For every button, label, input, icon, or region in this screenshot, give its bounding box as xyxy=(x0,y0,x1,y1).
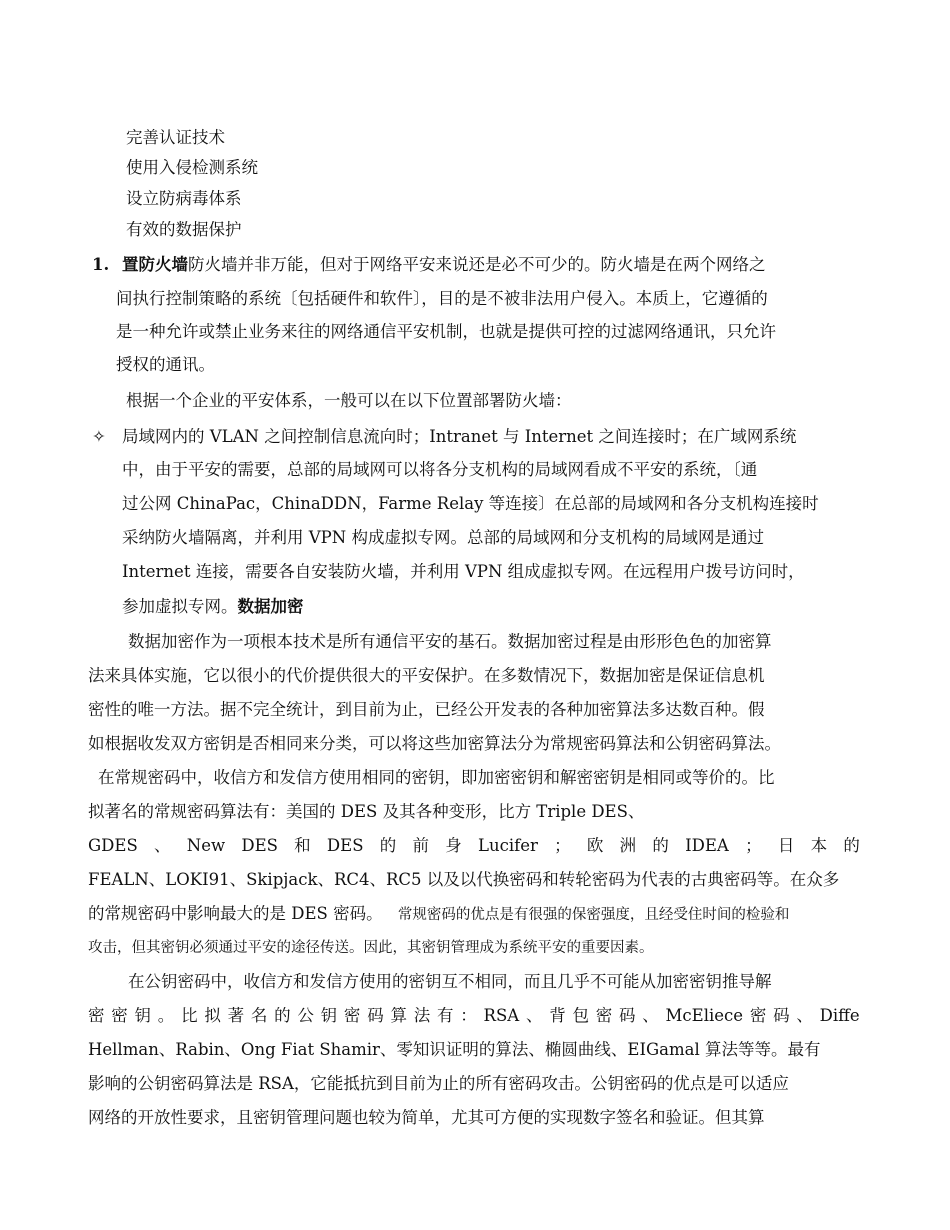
paragraph-text: 防火墙并非万能，但对于网络平安来说还是必不可少的。防火墙是在两个网络之 xyxy=(188,255,766,274)
word-token: DES xyxy=(241,836,278,855)
paragraph-line: 在常规密码中，收信方和发信方使用相同的密钥，即加密密钥和解密密钥是相同或等价的。比 xyxy=(98,768,775,787)
bullet-line: 中，由于平安的需要，总部的局域网可以将各分支机构的局域网看成不平安的系统，〔通 xyxy=(122,460,758,479)
word-token: 码 xyxy=(367,1006,384,1025)
word-token: 背 xyxy=(549,1006,566,1025)
section-heading: 置防火墙 xyxy=(122,255,188,274)
list-item: 完善认证技术 xyxy=(126,128,225,147)
paragraph-line: 根据一个企业的平安体系，一般可以在以下位置部署防火墙： xyxy=(126,391,572,410)
paragraph-line: 如根据收发双方密钥是否相同来分类，可以将这些加密算法分为常规密码算法和公钥密码算法。 xyxy=(88,734,781,753)
word-token: 有 xyxy=(436,1006,454,1025)
word-token: 密 xyxy=(343,1006,361,1025)
bullet-line: 局域网内的 VLAN 之间控制信息流向时；Intranet 与 Internet 之间连接时；在广域网系统 xyxy=(122,427,797,446)
section-number: 1. xyxy=(92,255,110,274)
word-token: 、 xyxy=(154,836,171,855)
word-token: GDES xyxy=(88,836,138,855)
word-token: RSA xyxy=(483,1006,520,1025)
word-token: Lucifer xyxy=(478,836,538,855)
paragraph-line: 拟著名的常规密码算法有：美国的 DES 及其各种变形，比方 Triple DES、 xyxy=(88,802,645,821)
paragraph-small-text: 常规密码的优点是有很强的保密强度，且经受住时间的检验和 xyxy=(397,907,790,923)
word-token: 的 xyxy=(274,1006,291,1025)
word-token: ； xyxy=(745,836,762,855)
justified-line xyxy=(88,836,860,856)
word-token: Diffe xyxy=(819,1006,860,1025)
list-item: 设立防病毒体系 xyxy=(126,189,242,208)
word-token: 欧 xyxy=(586,836,604,855)
bullet-last-line xyxy=(122,597,304,617)
paragraph-line: FEALN、LOKI91、Skipjack、RC4、RC5 以及以代换密码和转轮密码为代表的古典密码等。在众多 xyxy=(88,870,840,889)
paragraph-line xyxy=(88,904,789,925)
list-item: 使用入侵检测系统 xyxy=(126,158,258,177)
section-heading: 数据加密 xyxy=(237,597,304,616)
word-token: ： xyxy=(460,1006,477,1025)
word-token: 比 xyxy=(181,1006,198,1025)
word-token: 密 xyxy=(111,1006,128,1025)
word-token: New xyxy=(186,836,226,855)
word-token: 钥 xyxy=(320,1006,338,1025)
paragraph-small-line: 攻击，但其密钥必须通过平安的途径传送。因此，其密钥管理成为系统平安的重要因素。 xyxy=(88,940,654,956)
word-token: 。 xyxy=(157,1006,175,1025)
word-token: 算 xyxy=(390,1006,407,1025)
paragraph-line: 数据加密作为一项根本技术是所有通信平安的基石。数据加密过程是由形形色色的加密算 xyxy=(128,632,772,651)
justified-line xyxy=(88,1006,860,1026)
list-item: 有效的数据保护 xyxy=(126,220,242,239)
paragraph-line: 是一种允许或禁止业务来往的网络通信平安机制，也就是提供可控的过滤网络通讯，只允许 xyxy=(116,322,776,341)
word-token: 、 xyxy=(642,1006,659,1025)
word-token: 密 xyxy=(749,1006,767,1025)
paragraph-line: 授权的通讯。 xyxy=(116,355,215,374)
word-token: 的 xyxy=(379,836,397,855)
word-token: 、 xyxy=(796,1006,813,1025)
paragraph-line: Hellman、Rabin、Ong Fiat Shamir、零知识证明的算法、椭圆曲线、EIGamal 算法等等。最有 xyxy=(88,1040,821,1059)
word-token: 的 xyxy=(652,836,669,855)
bullet-line: 采纳防火墙隔离，并利用 VPN 构成虚拟专网。总部的局域网和分支机构的局域网是通过 xyxy=(122,528,764,547)
word-token: 码 xyxy=(619,1006,636,1025)
word-token: DES xyxy=(326,836,364,855)
word-token: 密 xyxy=(595,1006,613,1025)
word-token: 法 xyxy=(413,1006,431,1025)
word-token: 钥 xyxy=(134,1006,152,1025)
bullet-line: Internet 连接，需要各自安装防火墙，并利用 VPN 组成虚拟专网。在远程用户拨号访问时， xyxy=(122,562,805,581)
word-token: 公 xyxy=(297,1006,314,1025)
paragraph-line: 间执行控制策略的系统〔包括硬件和软件〕，目的是不被非法用户侵入。本质上，它遵循的 xyxy=(116,289,768,308)
word-token: 名 xyxy=(250,1006,268,1025)
paragraph-line: 网络的开放性要求，且密钥管理问题也较为简单，尤其可方便的实现数字签名和验证。但其算 xyxy=(88,1108,765,1127)
word-token: 拟 xyxy=(204,1006,221,1025)
diamond-bullet-icon: ✧ xyxy=(92,427,106,446)
word-token: 本 xyxy=(810,836,828,855)
word-token: 密 xyxy=(88,1006,105,1025)
word-token: 日 xyxy=(777,836,795,855)
word-token: 著 xyxy=(227,1006,245,1025)
word-token: 洲 xyxy=(619,836,637,855)
paragraph-line: 密性的唯一方法。据不完全统计，到目前为止，已经公开发表的各种加密算法多达数百种。假 xyxy=(88,700,765,719)
bullet-text: 参加虚拟专网。 xyxy=(122,597,238,616)
word-token: 包 xyxy=(572,1006,589,1025)
word-token: ； xyxy=(554,836,571,855)
word-token: 的 xyxy=(843,836,860,855)
word-token: 、 xyxy=(525,1006,543,1025)
word-token: 和 xyxy=(294,836,311,855)
bullet-line: 过公网 ChinaPac，ChinaDDN，Farme Relay 等连接〕在总部的局域网和各分支机构连接时 xyxy=(122,494,819,513)
word-token: 前 xyxy=(412,836,429,855)
paragraph-text: 的常规密码中影响最大的是 DES 密码。 xyxy=(88,904,383,923)
word-token: McEliece xyxy=(665,1006,744,1025)
paragraph-line: 法来具体实施，它以很小的代价提供很大的平安保护。在多数情况下，数据加密是保证信息机 xyxy=(88,666,765,685)
word-token: 码 xyxy=(773,1006,790,1025)
paragraph-line: 在公钥密码中，收信方和发信方使用的密钥互不相同，而且几乎不可能从加密密钥推导解 xyxy=(128,972,772,991)
word-token: IDEA xyxy=(685,836,729,855)
section-first-line xyxy=(122,255,766,275)
paragraph-line: 影响的公钥密码算法是 RSA，它能抵抗到目前为止的所有密码攻击。公钥密码的优点是可以适应 xyxy=(88,1074,789,1093)
word-token: 身 xyxy=(445,836,462,855)
